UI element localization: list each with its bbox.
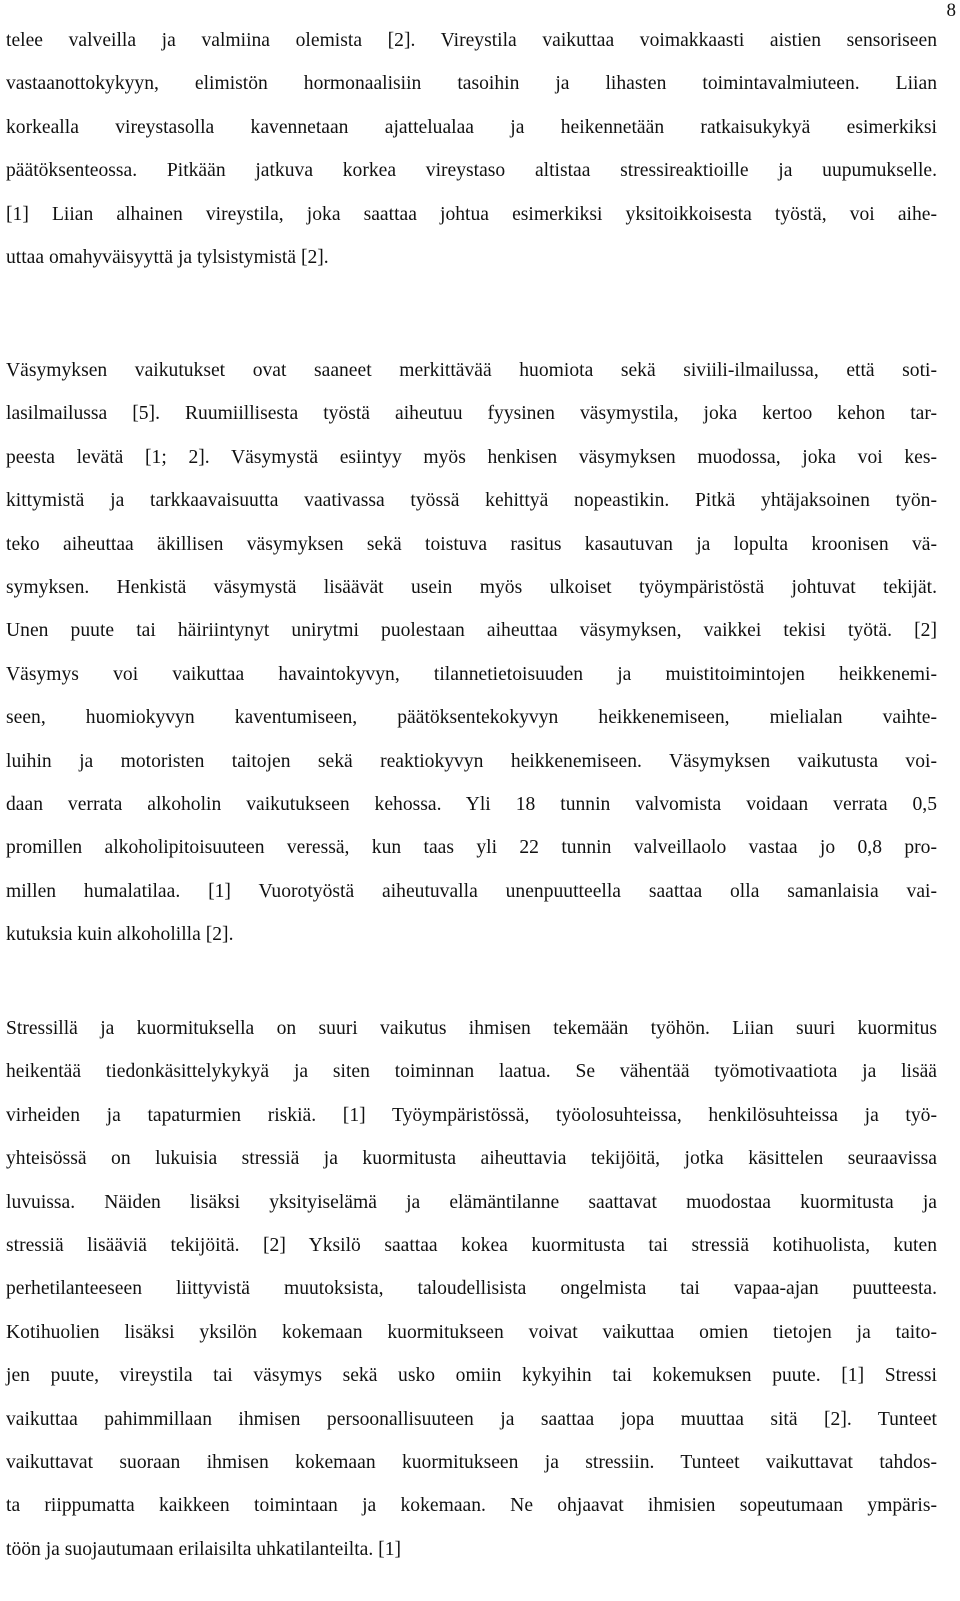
text-line: lasilmailussa [5]. Ruumiillisesta työstä aiheutuu fyysinen väsymystila, joka kertoo kehon tar- (6, 403, 937, 425)
text-line: peesta levätä [1; 2]. Väsymystä esiintyy myös henkisen väsymyksen muodossa, joka voi kes- (6, 446, 937, 468)
text-line: telee valveilla ja valmiina olemista [2]. Vireystila vaikuttaa voimakkaasti aistien sensoriseen (6, 30, 937, 51)
text-line: promillen alkoholipitoisuuteen veressä, kun taas yli 22 tunnin valveillaolo vastaa jo 0,8 pro- (6, 837, 937, 859)
text-line: Unen puute tai häiriintynyt unirytmi puolestaan aiheuttaa väsymyksen, vaikkei tekisi työtä. [2] (6, 620, 937, 642)
text-line: luvuissa. Näiden lisäksi yksityiselämä ja elämäntilanne saattavat muodostaa kuormitusta ja (6, 1191, 937, 1213)
text-line: heikentää tiedonkäsittelykykyä ja siten toiminnan laatua. Se vähentää työmotivaatiota ja lisää (6, 1061, 937, 1083)
text-line: Kotihuolien lisäksi yksilön kokemaan kuormitukseen voivat vaikuttaa omien tietojen ja taito- (6, 1321, 937, 1343)
text-line: stressiä lisääviä tekijöitä. [2] Yksilö saattaa kokea kuormitusta tai stressiä kotihuolista, kuten (6, 1235, 937, 1257)
text-line: uttaa omahyväisyyttä ja tylsistymistä [2]. (6, 247, 329, 269)
text-line: korkealla vireystasolla kavennetaan ajattelualaa ja heikennetään ratkaisukykyä esimerkiksi (6, 116, 937, 138)
text-line: teko aiheuttaa äkillisen väsymyksen sekä toistuva rasitus kasautuvan ja lopulta kroonisen vä- (6, 533, 937, 555)
text-line: Väsymys voi vaikuttaa havaintokyvyn, tilannetietoisuuden ja muistitoimintojen heikkenemi- (6, 663, 937, 685)
text-line: daan verrata alkoholin vaikutukseen kehossa. Yli 18 tunnin valvomista voidaan verrata 0,5 (6, 794, 937, 816)
paragraph-vasymys (6, 349, 937, 957)
text-line: [1] Liian alhainen vireystila, joka saattaa johtua esimerkiksi yksitoikkoisesta työstä, voi aihe- (6, 203, 937, 225)
page-number: 8 (946, 0, 956, 21)
text-line: jen puute, vireystila tai väsymys sekä usko omiin kykyihin tai kokemuksen puute. [1] Stressi (6, 1365, 937, 1387)
text-line: kutuksia kuin alkoholilla [2]. (6, 924, 234, 946)
text-line: vaikuttaa pahimmillaan ihmisen persoonallisuuteen ja saattaa jopa muuttaa sitä [2]. Tunteet (6, 1408, 937, 1430)
text-line: Väsymyksen vaikutukset ovat saaneet merkittävää huomiota sekä siviili-ilmailussa, että soti- (6, 360, 937, 381)
paragraph-vireystila (6, 19, 937, 279)
text-line: millen humalatilaa. [1] Vuorotyöstä aiheutuvalla unenpuutteella saattaa olla samanlaisia vai- (6, 880, 937, 902)
paragraph-stressi (6, 1007, 937, 1571)
text-line: ta riippumatta kaikkeen toimintaan ja kokemaan. Ne ohjaavat ihmisien sopeutumaan ympäris- (6, 1495, 937, 1517)
text-line: yhteisössä on lukuisia stressiä ja kuormitusta aiheuttavia tekijöitä, jotka käsittelen seuraavissa (6, 1148, 937, 1170)
text-line: Stressillä ja kuormituksella on suuri vaikutus ihmisen tekemään työhön. Liian suuri kuormitus (6, 1018, 937, 1039)
text-line: töön ja suojautumaan erilaisilta uhkatilanteilta. [1] (6, 1538, 402, 1560)
text-line: vaikuttavat suoraan ihmisen kokemaan kuormitukseen ja stressiin. Tunteet vaikuttavat tahdos- (6, 1452, 937, 1474)
text-line: luihin ja motoristen taitojen sekä reaktiokyvyn heikkenemiseen. Väsymyksen vaikutusta voi- (6, 750, 937, 772)
text-line: perhetilanteeseen liittyvistä muutoksista, taloudellisista ongelmista tai vapaa-ajan puutteesta. (6, 1278, 937, 1300)
text-line: vastaanottokykyyn, elimistön hormonaalisiin tasoihin ja lihasten toimintavalmiuteen. Liian (6, 73, 937, 95)
text-line: virheiden ja tapaturmien riskiä. [1] Työympäristössä, työolosuhteissa, henkilösuhteissa ja työ- (6, 1104, 937, 1126)
text-line: kittymistä ja tarkkaavaisuutta vaativassa työssä kehittyä nopeastikin. Pitkä yhtäjaksoinen työn- (6, 490, 937, 512)
text-line: seen, huomiokyvyn kaventumiseen, päätöksentekokyvyn heikkenemiseen, mielialan vaihte- (6, 707, 937, 729)
text-line: päätöksenteossa. Pitkään jatkuva korkea vireystaso altistaa stressireaktioille ja uupumukselle. (6, 160, 937, 182)
text-line: symyksen. Henkistä väsymystä lisäävät usein myös ulkoiset työympäristöstä johtuvat tekijät. (6, 577, 937, 599)
